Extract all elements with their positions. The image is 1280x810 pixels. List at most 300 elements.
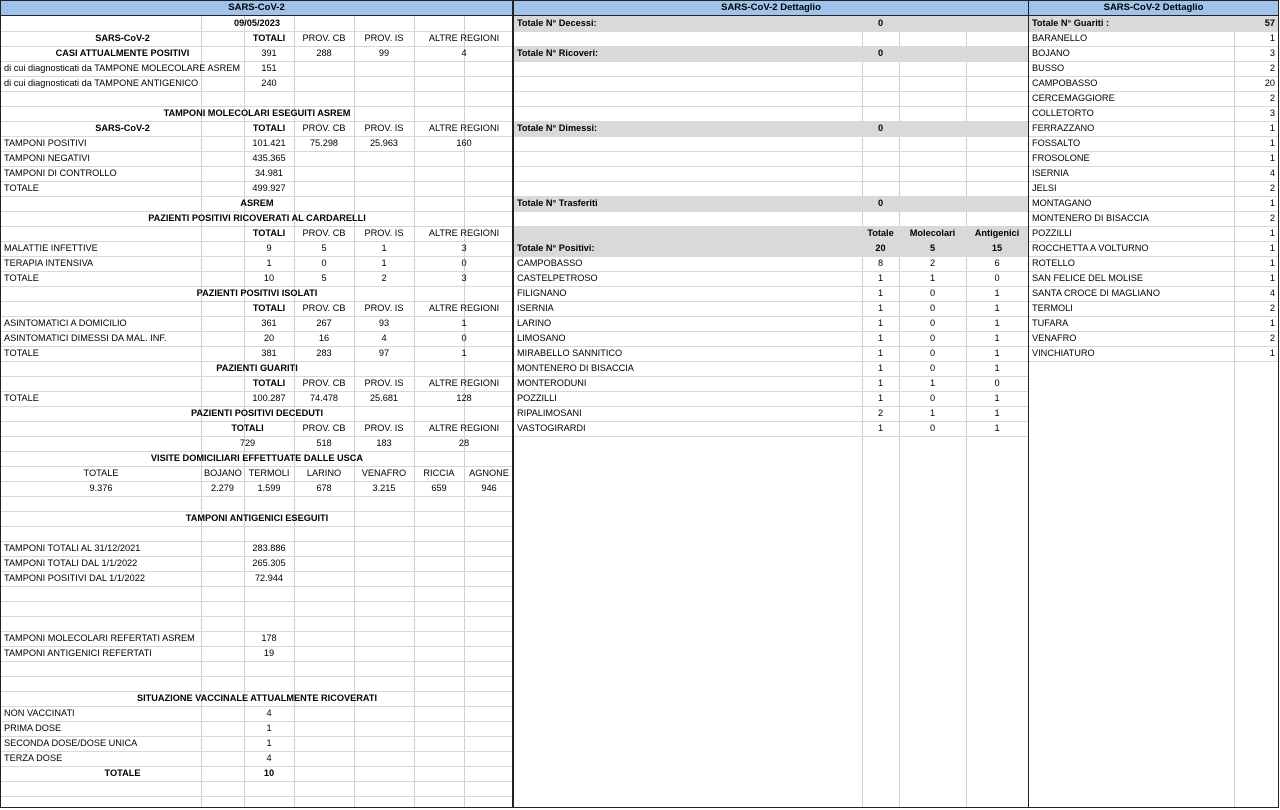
table-cell: 0 [994,378,1000,388]
table-cell: 1 [381,258,387,268]
table-cell: PROV. CB [302,423,346,433]
table-row [1,466,512,482]
table-row [1,586,512,602]
table-cell: SARS-CoV-2 [95,33,150,43]
table-row [1,496,512,512]
table-cell: 4 [1269,168,1275,178]
table-cell: TAMPONI ANTIGENICI REFERTATI [4,648,152,658]
table-cell: 2 [929,258,936,268]
table-cell: PAZIENTI GUARITI [216,363,298,373]
recovered-table [1029,16,1278,808]
table-cell: 10 [263,273,275,283]
table-cell: TAMPONI POSITIVI [4,138,87,148]
table-cell: 19 [263,648,275,658]
table-cell: 3 [461,243,467,253]
table-row [1029,61,1278,77]
table-cell: PROV. CB [302,228,346,238]
table-row [1,751,512,767]
table-row [1,301,512,317]
table-cell: BOJANO [204,468,242,478]
table-cell: 1 [994,348,1000,358]
table-cell: 5 [929,243,936,253]
table-row [1,121,512,137]
table-cell: 57 [1264,18,1275,28]
table-row [1029,16,1278,32]
table-cell: 1 [1269,318,1275,328]
table-cell: TERZA DOSE [4,753,63,763]
table-row [1029,241,1278,257]
table-cell: 0 [929,363,936,373]
table-cell: Totale N° Dimessi: [517,123,598,133]
table-row [1,601,512,617]
table-cell: 97 [378,348,390,358]
table-cell: 518 [316,438,332,448]
table-cell: CERCEMAGGIORE [1032,93,1115,103]
table-cell: 1 [877,363,884,373]
table-cell: 20 [1264,78,1275,88]
middle-panel [513,0,1029,808]
table-cell: 20 [263,333,275,343]
table-row [1029,31,1278,47]
table-cell: 946 [481,483,497,493]
table-row [514,301,1028,317]
table-cell: 2 [1269,333,1275,343]
table-cell: PROV. CB [302,378,346,388]
table-cell: 101.421 [252,138,286,148]
table-cell: 1 [266,258,272,268]
table-cell: FERRAZZANO [1032,123,1095,133]
table-row [1,706,512,722]
table-cell: TERMOLI [248,468,290,478]
table-cell: 2 [1269,63,1275,73]
table-row [1029,226,1278,242]
table-cell: 74.478 [309,393,339,403]
table-cell: 6 [994,258,1000,268]
table-cell: 1 [994,303,1000,313]
table-cell: 0 [877,18,884,28]
table-cell: 4 [266,753,272,763]
table-cell: 1 [929,273,936,283]
table-cell: TUFARA [1032,318,1069,328]
table-cell: 1 [877,303,884,313]
table-cell: 99 [378,48,390,58]
table-cell: TAMPONI ANTIGENICI ESEGUITI [185,513,329,523]
table-row [514,391,1028,407]
table-row [514,331,1028,347]
table-cell: MONTERODUNI [517,378,587,388]
table-cell: 1 [1269,228,1275,238]
table-row [1,661,512,677]
table-cell: 09/05/2023 [234,18,280,28]
table-cell: Totale N° Guariti : [1032,18,1110,28]
table-cell: ALTRE REGIONI [428,228,500,238]
table-row [1,91,512,107]
table-cell: TOTALE [4,273,39,283]
table-row [514,256,1028,272]
table-row [1029,286,1278,302]
right-panel-title: SARS-CoV-2 Dettaglio [1029,1,1278,16]
table-cell: 160 [456,138,472,148]
table-cell: SAN FELICE DEL MOLISE [1032,273,1143,283]
table-cell: 25.963 [369,138,399,148]
table-row [514,181,1028,197]
table-cell: 1 [266,738,272,748]
table-row [1,271,512,287]
table-row [514,106,1028,122]
table-cell: 2 [1269,93,1275,103]
table-cell: TOTALE [4,348,39,358]
table-cell: 93 [378,318,390,328]
table-cell: SANTA CROCE DI MAGLIANO [1032,288,1160,298]
table-cell: ALTRE REGIONI [428,423,500,433]
table-row [1029,106,1278,122]
table-cell: 16 [318,333,330,343]
table-row [514,211,1028,227]
table-cell: POZZILLI [1032,228,1072,238]
table-cell: PRIMA DOSE [4,723,62,733]
table-row [1029,136,1278,152]
table-cell: 1 [877,273,884,283]
table-cell: 1 [461,318,467,328]
table-cell: 499.927 [252,183,286,193]
table-cell: 3 [1269,108,1275,118]
table-cell: Totale N° Trasferiti [517,198,598,208]
table-cell: TERMOLI [1032,303,1073,313]
table-row [1029,181,1278,197]
table-row [1029,166,1278,182]
table-cell: 1 [1269,33,1275,43]
table-cell: TOTALI [252,228,286,238]
table-cell: 2 [1269,303,1275,313]
table-cell: 1 [1269,138,1275,148]
table-cell: FILIGNANO [517,288,567,298]
table-cell: TAMPONI DI CONTROLLO [4,168,117,178]
table-row [1,481,512,497]
table-row [1029,301,1278,317]
table-cell: 1 [994,408,1000,418]
table-cell: NON VACCINATI [4,708,75,718]
table-cell: FOSSALTO [1032,138,1081,148]
table-row [1,511,512,527]
table-cell: ASREM [240,198,274,208]
table-cell: 4 [1269,288,1275,298]
table-cell: Totale N° Positivi: [517,243,595,253]
table-cell: 128 [456,393,472,403]
table-row [1,181,512,197]
table-cell: 1 [1269,123,1275,133]
table-cell: 435.365 [252,153,286,163]
table-cell: 0 [929,288,936,298]
table-cell: 183 [376,438,392,448]
table-cell: 4 [381,333,387,343]
table-cell: ROTELLO [1032,258,1075,268]
table-cell: TOTALE [83,468,119,478]
table-cell: 391 [261,48,277,58]
table-row [514,91,1028,107]
middle-panel-title: SARS-CoV-2 Dettaglio [514,1,1028,16]
table-cell: TOTALI [231,423,264,433]
table-row [1029,151,1278,167]
table-cell: BOJANO [1032,48,1070,58]
table-cell: 75.298 [309,138,339,148]
table-row [1029,91,1278,107]
table-cell: CAMPOBASSO [1032,78,1098,88]
table-cell: 1 [994,288,1000,298]
table-cell: 0 [877,48,884,58]
table-cell: TOTALI [252,123,286,133]
table-cell: COLLETORTO [1032,108,1094,118]
table-row [514,151,1028,167]
table-cell: 15 [991,243,1003,253]
table-cell: 1 [877,348,884,358]
table-cell: BARANELLO [1032,33,1088,43]
table-cell: VENAFRO [1032,333,1077,343]
table-row [1,631,512,647]
table-cell: 1 [1269,258,1275,268]
table-row [1,226,512,242]
table-row [514,376,1028,392]
table-row [1,316,512,332]
table-cell: 1 [877,378,884,388]
table-cell: RIPALIMOSANI [517,408,582,418]
table-cell: 0 [929,333,936,343]
table-row [1,166,512,182]
detail-table [514,16,1028,808]
table-cell: 1 [1269,348,1275,358]
table-cell: 8 [877,258,884,268]
table-row [1,331,512,347]
table-cell: LARINO [306,468,342,478]
table-row [1,196,512,212]
table-cell: ALTRE REGIONI [428,303,500,313]
table-row [1,541,512,557]
table-cell: 0 [461,333,467,343]
table-cell: 1 [877,318,884,328]
table-cell: 9.376 [89,483,113,493]
table-cell: FROSOLONE [1032,153,1090,163]
table-cell: PROV. IS [364,423,404,433]
table-row [1,736,512,752]
table-cell: 1 [994,318,1000,328]
table-cell: 9 [266,243,272,253]
table-row [514,286,1028,302]
table-cell: PROV. CB [302,123,346,133]
table-cell: 2 [1269,213,1275,223]
table-row [514,16,1028,32]
table-row [514,61,1028,77]
table-cell: POZZILLI [517,393,557,403]
summary-table [1,16,512,808]
table-cell: 265.305 [252,558,286,568]
table-cell: TAMPONI NEGATIVI [4,153,90,163]
table-cell: PROV. IS [364,33,404,43]
table-cell: 0 [461,258,467,268]
table-cell: 72.944 [254,573,284,583]
table-row [1,781,512,797]
table-row [1,691,512,707]
table-cell: 381 [261,348,277,358]
table-cell: 0 [929,423,936,433]
table-cell: 5 [321,243,327,253]
table-row [1,571,512,587]
table-cell: PAZIENTI POSITIVI RICOVERATI AL CARDARELLI [148,213,366,223]
table-row [514,226,1028,242]
table-row [1029,346,1278,362]
table-cell: 4 [461,48,467,58]
table-cell: 0 [877,123,884,133]
table-cell: 178 [261,633,277,643]
table-row [1,46,512,62]
table-cell: SARS-CoV-2 [95,123,150,133]
table-cell: 267 [316,318,332,328]
table-row [1029,331,1278,347]
table-cell: TOTALI [252,378,286,388]
table-row [1,361,512,377]
table-cell: 3 [1269,48,1275,58]
table-cell: 0 [929,303,936,313]
table-row [514,271,1028,287]
table-row [514,136,1028,152]
table-cell: ALTRE REGIONI [428,378,500,388]
table-row [1029,46,1278,62]
table-cell: MIRABELLO SANNITICO [517,348,623,358]
table-cell: 2 [1269,183,1275,193]
table-cell: 1 [929,408,936,418]
table-row [1,151,512,167]
table-cell: 100.287 [252,393,286,403]
table-row [1,31,512,47]
table-cell: 2 [877,408,884,418]
table-cell: VISITE DOMICILIARI EFFETTUATE DALLE USCA [150,453,364,463]
table-row [1,106,512,122]
table-cell: Totale N° Ricoveri: [517,48,599,58]
table-cell: 1 [1269,198,1275,208]
table-cell: 0 [994,273,1000,283]
table-cell: TOTALE [104,768,141,778]
table-cell: 1 [461,348,467,358]
table-row [1,346,512,362]
table-cell: ASINTOMATICI DIMESSI DA MAL. INF. [4,333,167,343]
table-row [514,241,1028,257]
table-row [1,451,512,467]
table-cell: 1 [877,423,884,433]
table-cell: 240 [261,78,277,88]
table-cell: CASTELPETROSO [517,273,598,283]
table-row [1,616,512,632]
left-panel [0,0,513,808]
table-row [514,76,1028,92]
table-row [1029,211,1278,227]
table-cell: di cui diagnosticati da TAMPONE MOLECOLARE ASREM [4,63,241,73]
table-cell: 0 [929,348,936,358]
table-row [514,346,1028,362]
table-row [514,316,1028,332]
table-cell: ISERNIA [1032,168,1069,178]
table-row [1,421,512,437]
table-cell: 1 [929,378,936,388]
table-cell: RICCIA [423,468,455,478]
table-row [1,256,512,272]
table-cell: 1 [1269,243,1275,253]
table-cell: TAMPONI TOTALI AL 31/12/2021 [4,543,141,553]
table-cell: MALATTIE INFETTIVE [4,243,98,253]
table-row [1,16,512,32]
table-cell: 10 [263,768,275,778]
table-row [1,76,512,92]
table-cell: ISERNIA [517,303,554,313]
table-row [1,766,512,782]
table-cell: 1 [381,243,387,253]
table-cell: ALTRE REGIONI [428,123,500,133]
table-cell: 283.886 [252,543,286,553]
table-cell: CASI ATTUALMENTE POSITIVI [55,48,190,58]
table-cell: 3.215 [372,483,396,493]
table-cell: 0 [929,393,936,403]
table-row [1029,271,1278,287]
table-row [1,646,512,662]
table-cell: ROCCHETTA A VOLTURNO [1032,243,1149,253]
table-row [514,166,1028,182]
table-row [514,361,1028,377]
table-cell: PROV. CB [302,303,346,313]
table-cell: 0 [929,318,936,328]
table-cell: CAMPOBASSO [517,258,583,268]
table-cell: MONTENERO DI BISACCIA [517,363,634,373]
table-cell: Molecolari [909,228,956,238]
table-cell: TOTALE [4,393,39,403]
table-row [1,676,512,692]
table-cell: 1 [1269,153,1275,163]
table-cell: JELSI [1032,183,1057,193]
table-cell: 659 [431,483,447,493]
table-cell: Antigenici [974,228,1020,238]
table-cell: 3 [461,273,467,283]
table-cell: TAMPONI MOLECOLARI ESEGUITI ASREM [163,108,351,118]
table-cell: VENAFRO [361,468,407,478]
table-row [1,211,512,227]
table-cell: 288 [316,48,332,58]
table-cell: PROV. IS [364,123,404,133]
table-row [514,406,1028,422]
table-cell: 20 [875,243,886,253]
table-row [1,61,512,77]
table-cell: TAMPONI MOLECOLARI REFERTATI ASREM [4,633,195,643]
table-cell: 0 [877,198,884,208]
table-cell: MONTENERO DI BISACCIA [1032,213,1149,223]
table-row [1029,316,1278,332]
table-cell: 34.981 [254,168,284,178]
table-cell: Totale N° Decessi: [517,18,597,28]
table-row [1,796,512,808]
table-row [1,391,512,407]
table-cell: 678 [316,483,332,493]
table-cell: 1 [994,363,1000,373]
table-cell: TOTALE [4,183,39,193]
table-row [514,121,1028,137]
table-cell: 2 [381,273,387,283]
table-row [1,286,512,302]
table-cell: SECONDA DOSE/DOSE UNICA [4,738,138,748]
table-cell: 1 [877,288,884,298]
table-cell: 28 [458,438,470,448]
right-panel [1028,0,1279,808]
left-panel-title: SARS-CoV-2 [1,1,512,16]
table-row [1,556,512,572]
table-cell: 361 [261,318,277,328]
table-row [1,406,512,422]
table-row [514,46,1028,62]
table-row [1,526,512,542]
